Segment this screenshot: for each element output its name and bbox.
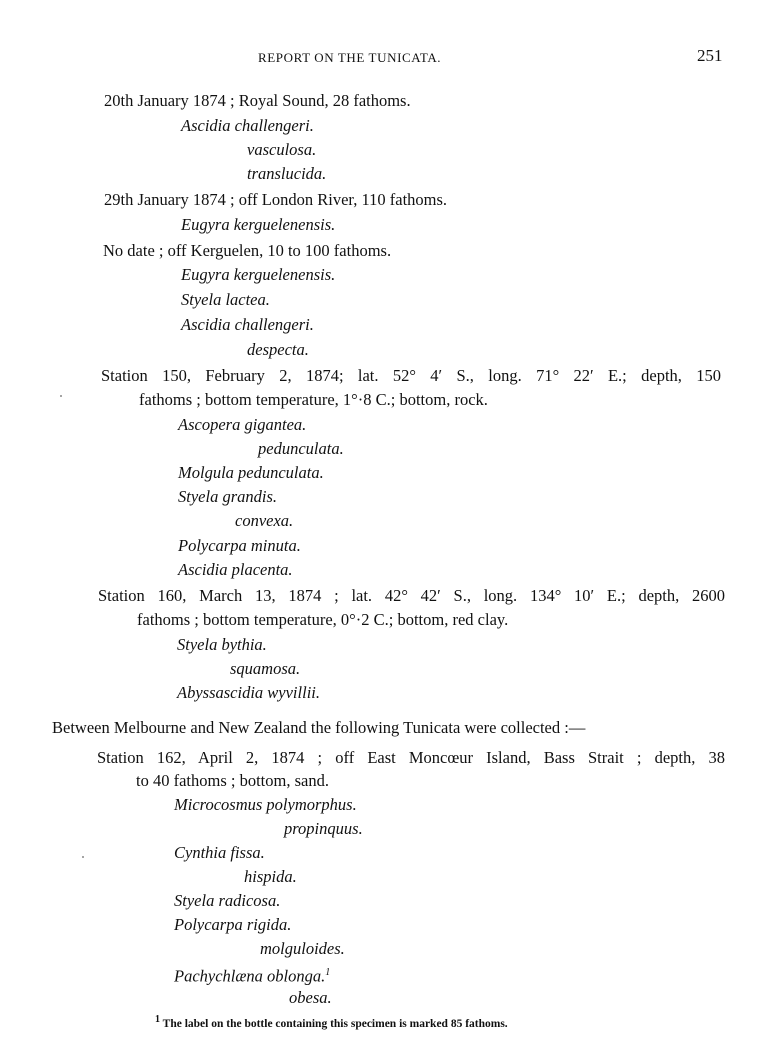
- page-header: [0, 46, 776, 70]
- station-details: fathoms ; bottom temperature, 0°·2 C.; bottom, red clay.: [137, 610, 509, 629]
- species-name: despecta.: [247, 340, 309, 359]
- running-title: REPORT ON THE TUNICATA.: [258, 50, 442, 65]
- species-name: obesa.: [289, 988, 332, 1007]
- station-heading-text: Station 150, February 2, 1874; lat. 52° 4′ S., long. 71° 22′ E.; depth, 150: [101, 366, 721, 385]
- species-name: Styela bythia.: [177, 635, 267, 654]
- species-name: Ascopera gigantea.: [178, 415, 307, 434]
- footnote-text: The label on the bottle containing this specimen is marked 85 fathoms.: [162, 1017, 508, 1030]
- species-name: Polycarpa minuta.: [178, 536, 301, 555]
- footnote-marker: 1: [155, 1014, 160, 1025]
- scan-speck: [60, 395, 62, 397]
- footnote: [155, 1014, 508, 1030]
- entry-heading: 29th January 1874 ; off London River, 110 fathoms.: [104, 190, 448, 209]
- species-name: Ascidia placenta.: [178, 560, 293, 579]
- station-heading-text: Station 160, March 13, 1874 ; lat. 42° 42′ S., long. 134° 10′ E.; depth, 2600: [98, 586, 725, 605]
- species-name: Eugyra kerguelenensis.: [181, 265, 336, 284]
- station-details: to 40 fathoms ; bottom, sand.: [136, 771, 329, 790]
- species-name: Ascidia challengeri.: [181, 315, 314, 334]
- page-number: 251: [697, 46, 723, 65]
- species-name: hispida.: [244, 867, 297, 886]
- species-name: pedunculata.: [258, 439, 344, 458]
- species-name: Styela grandis.: [178, 487, 277, 506]
- species-name: Cynthia fissa.: [174, 843, 265, 862]
- station-heading: [101, 366, 721, 386]
- entry-heading: 20th January 1874 ; Royal Sound, 28 fathoms.: [104, 91, 411, 110]
- species-name: translucida.: [247, 164, 327, 183]
- species-name: Polycarpa rigida.: [174, 915, 292, 934]
- section-intro: Between Melbourne and New Zealand the following Tunicata were collected :—: [52, 718, 586, 737]
- station-details: fathoms ; bottom temperature, 1°·8 C.; bottom, rock.: [139, 390, 488, 409]
- species-name: squamosa.: [230, 659, 301, 678]
- species-name: molguloides.: [260, 939, 345, 958]
- species-name: vasculosa.: [247, 140, 317, 159]
- species-name: Eugyra kerguelenensis.: [181, 215, 336, 234]
- species-name: Abyssascidia wyvillii.: [177, 683, 320, 702]
- species-name: Ascidia challengeri.: [181, 116, 314, 135]
- station-heading-text: Station 162, April 2, 1874 ; off East Moncœur Island, Bass Strait ; depth, 38: [97, 748, 725, 767]
- entry-heading: No date ; off Kerguelen, 10 to 100 fathoms.: [103, 241, 392, 260]
- species-name: Styela radicosa.: [174, 891, 281, 910]
- species-name: Pachychlæna oblonga.: [174, 966, 326, 986]
- species-name: Molgula pedunculata.: [178, 463, 324, 482]
- station-heading: [97, 748, 725, 768]
- station-heading: [98, 586, 725, 606]
- footnote-reference: 1: [325, 967, 331, 978]
- species-name: Microcosmus polymorphus.: [174, 795, 357, 814]
- species-name-with-footnote: [174, 963, 330, 987]
- species-name: convexa.: [235, 511, 294, 530]
- species-name: propinquus.: [284, 819, 363, 838]
- species-name: Styela lactea.: [181, 290, 270, 309]
- scan-speck: [82, 856, 84, 858]
